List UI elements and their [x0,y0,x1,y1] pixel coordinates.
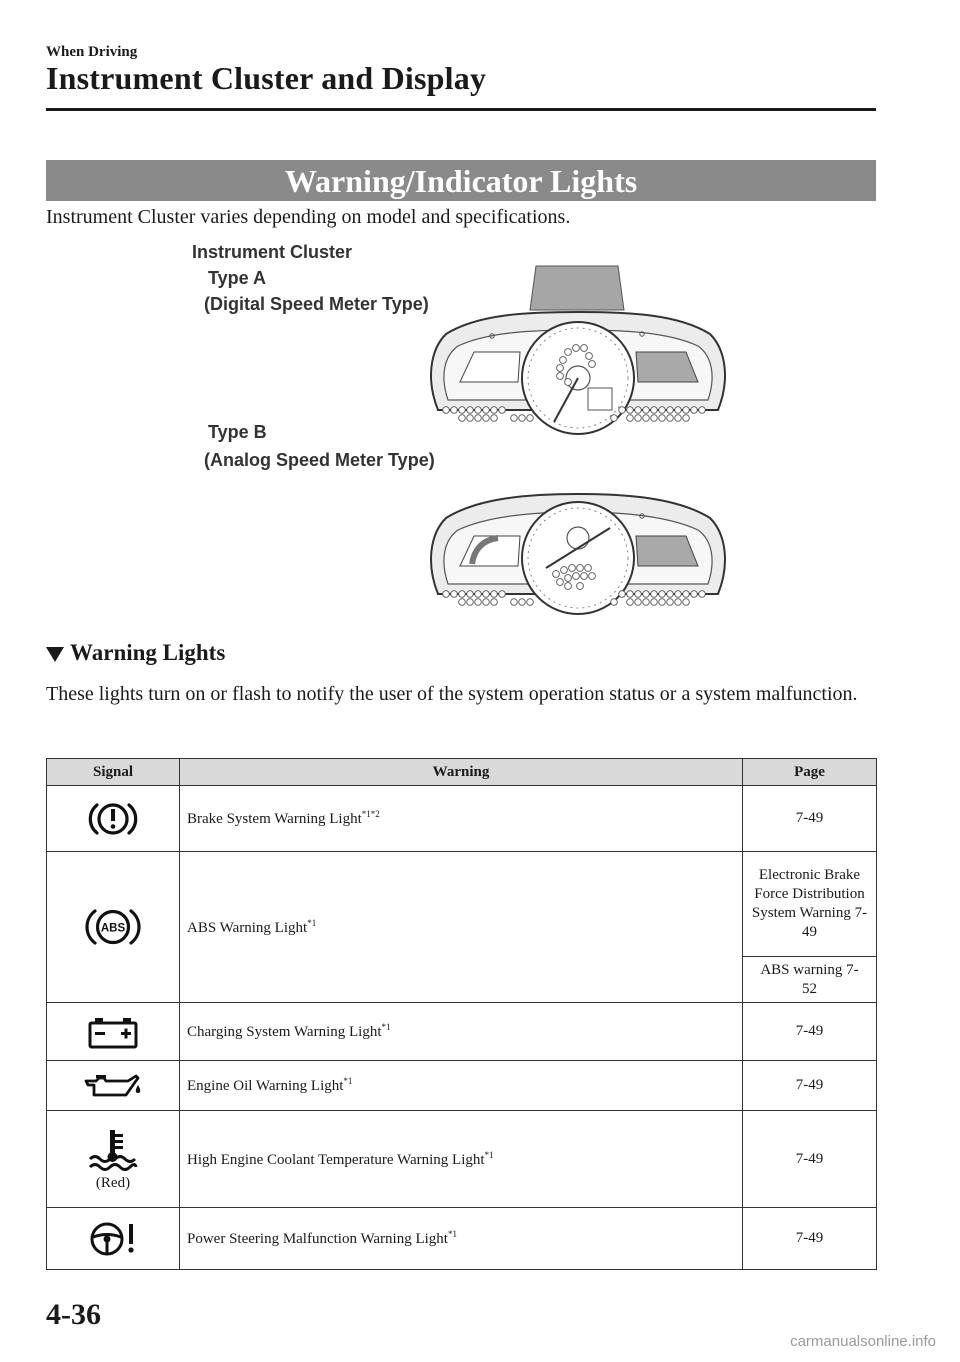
battery-charging-warning-icon [85,1014,141,1050]
power-steering-warning-icon [85,1219,141,1259]
signal-cell [47,852,180,1003]
table-row [47,852,877,957]
section-banner: Warning/Indicator Lights [46,160,876,201]
header-signal: Signal [47,759,180,786]
warning-lights-table [46,758,877,1270]
page-title: Instrument Cluster and Display [46,60,487,96]
warning-lights-heading-text: Warning Lights [70,640,226,665]
footnote-marker: *1 [307,917,317,928]
intro-text: Instrument Cluster varies depending on model and specifications. [46,206,571,228]
warning-cell [180,1061,743,1111]
signal-cell [47,786,180,852]
header-page: Page [743,759,877,786]
page-text-ebd: Electronic Brake Force Distribution System Warning 7-49 [751,867,868,940]
table-row [47,1061,877,1111]
warning-text: Power Steering Malfunction Warning Light [187,1231,448,1247]
warning-lights-description: These lights turn on or flash to notify the user of the system operation status or a system malfunction. [46,683,858,705]
warning-lights-heading [46,640,225,666]
table-row [47,786,877,852]
warning-text: Engine Oil Warning Light [187,1078,344,1094]
warning-text: ABS Warning Light [187,919,308,936]
signal-cell [47,1111,180,1208]
watermark: carmanualsonline.info [790,1333,936,1350]
cluster-type-a-drawing [418,260,738,440]
footnote-marker: *1 [381,1022,391,1032]
section-label: When Driving [46,44,138,60]
abs-icon-text: ABS [100,922,126,935]
instrument-cluster-figure [190,238,750,623]
warning-cell [180,852,743,1003]
warning-cell [180,786,743,852]
coolant-temperature-warning-icon [86,1127,140,1171]
warning-text: Brake System Warning Light [187,811,362,827]
brake-system-warning-icon [85,799,141,839]
table-row [47,1111,877,1208]
signal-color-note: (Red) [95,1174,131,1191]
page-cell: 7-49 [743,786,877,852]
warning-text: Charging System Warning Light [187,1024,382,1040]
table-header-row [47,759,877,786]
warning-cell [180,1003,743,1061]
warning-text: High Engine Coolant Temperature Warning Light [187,1151,485,1168]
page-text-abs: ABS warning 7-52 [760,961,859,997]
signal-cell [47,1208,180,1270]
engine-oil-warning-icon [82,1071,144,1101]
table-row [47,1003,877,1061]
footnote-marker: *1*2 [361,809,380,819]
signal-cell [47,1061,180,1111]
warning-cell [180,1111,743,1208]
title-divider [46,108,876,111]
page-cell [743,852,877,957]
page-cell: 7-49 [743,1061,877,1111]
figure-label-type-a: Type A [208,268,267,288]
footnote-marker: *1 [484,1149,494,1160]
footnote-marker: *1 [343,1076,353,1086]
page-cell: 7-49 [743,1208,877,1270]
footnote-marker: *1 [447,1229,457,1239]
table-row [47,1208,877,1270]
warning-cell [180,1208,743,1270]
figure-label-cluster: Instrument Cluster [192,242,353,262]
triangle-down-icon [46,647,64,662]
header-warning: Warning [180,759,743,786]
page-cell: 7-49 [743,1111,877,1208]
page-cell [743,957,877,1003]
abs-warning-icon [83,905,143,949]
page-cell: 7-49 [743,1003,877,1061]
figure-label-type-b: Type B [208,422,267,442]
cluster-type-b-drawing [418,476,738,621]
page-number: 4-36 [46,1298,101,1331]
signal-cell [47,1003,180,1061]
figure-label-type-a-desc: (Digital Speed Meter Type) [204,294,429,314]
figure-label-type-b-desc: (Analog Speed Meter Type) [204,450,435,470]
